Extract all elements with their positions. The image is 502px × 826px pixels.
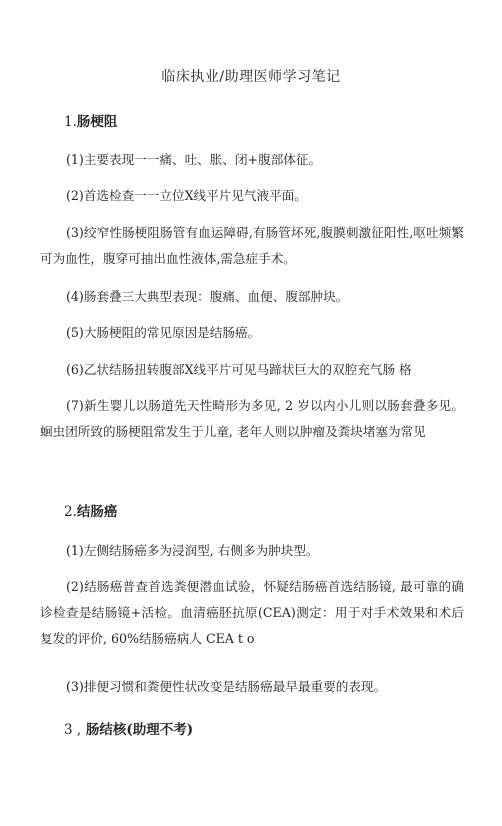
section-number: 3 , (64, 722, 82, 738)
document-title: 临床执业/助理医师学习笔记 (161, 69, 341, 85)
section-heading-intestinal-obstruction (64, 110, 117, 130)
paragraph: (7)新生婴儿以肠道先天性畸形为多见, 2 岁以内小儿则以肠套叠多见。蛔虫团所致的肠梗阻常发生于儿童, 老年人则以肿瘤及粪块堵塞为常见 (40, 398, 464, 439)
section-title: 结肠癌 (76, 504, 118, 520)
paragraph: (2)首选检查一一立位X线平片见气液平面。 (66, 188, 307, 203)
section-heading-colon-cancer (64, 500, 117, 520)
section-number: 2. (64, 504, 77, 520)
paragraph: (3)排便习惯和粪便性状改变是结肠癌最早最重要的表现。 (66, 679, 387, 694)
section-number: 1. (64, 114, 77, 130)
paragraph: (5)大肠梗阻的常见原因是结肠癌。 (66, 325, 261, 340)
section-heading-intestinal-tuberculosis (64, 718, 193, 738)
paragraph: (4)肠套叠三大典型表现：腹痛、血便、腹部肿块。 (66, 289, 349, 304)
paragraph: (1)左侧结肠癌多为浸润型, 右侧多为肿块型。 (66, 543, 319, 558)
section-title: 肠结核(助理不考) (85, 722, 194, 738)
section-title: 肠梗阻 (76, 114, 118, 130)
paragraph: (6)乙状结肠扭转腹部X线平片可见马蹄状巨大的双腔充气肠 格 (66, 362, 412, 377)
paragraph: (1)主要表现一一痛、吐、胀、闭+腹部体征。 (66, 152, 322, 167)
paragraph: (3)绞窄性肠梗阻肠管有血运障碍,有肠管坏死,腹膜刺激征阳性,呕吐频繁可为血性，腹穿可抽出血性液体,需急症手术。 (40, 225, 464, 266)
paragraph: (2)结肠癌普查首选粪便潜血试验，怀疑结肠癌首选结肠镜, 最可靠的确诊检查是结肠镜+活检。血清癌胚抗原(CEA)测定：用于对手术效果和术后复发的评价, 60%结肠癌病人 CEA t o (40, 579, 464, 646)
